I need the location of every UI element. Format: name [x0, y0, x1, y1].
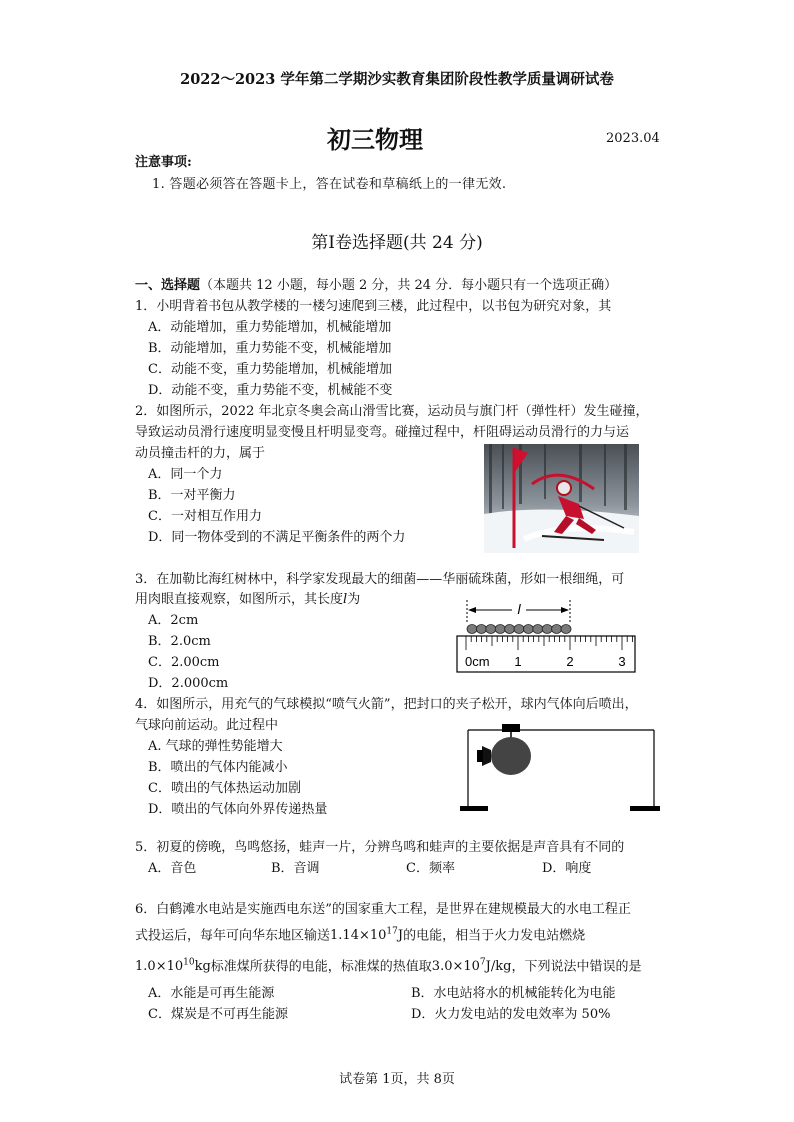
times-ten: ×10 — [452, 959, 480, 975]
bacterium-segment — [552, 625, 562, 634]
arrowhead-right — [561, 607, 569, 613]
right-base — [630, 806, 660, 811]
q6-stem-line1: 6．白鹤滩水电站是实施西电东送”的国家重大工程，是世界在建规模最大的水电工程正 — [135, 902, 631, 917]
q3-length-variable: l — [343, 592, 348, 607]
exam-title: 2022～2023 学年第二学期沙实教育集团阶段性教学质量调研试卷 — [180, 71, 614, 88]
length-label: l — [517, 601, 521, 617]
bacterium-segment — [476, 625, 486, 634]
q5-option-c: C．频率 — [406, 861, 455, 876]
straw-clip — [502, 724, 520, 732]
left-base — [460, 806, 488, 811]
ruler-ticks — [466, 636, 632, 650]
exam-date: 2023.04 — [606, 131, 660, 146]
q3-option-d: D．2.000cm — [148, 676, 229, 691]
arrowhead-left — [468, 607, 476, 613]
q6-stem-line2 — [135, 922, 585, 946]
energy-exponent: 17 — [386, 927, 398, 937]
q2-option-b: B．一对平衡力 — [148, 488, 236, 503]
bacterium-segment — [486, 625, 496, 634]
bacterium-segment — [495, 625, 505, 634]
part-label: 一、选择题 — [135, 278, 201, 293]
bacterium-segment — [523, 625, 533, 634]
q2-stem-line3: 动员撞击杆的力，属于 — [135, 446, 266, 461]
heat-unit: J/kg — [485, 959, 512, 975]
coal-exponent: 10 — [183, 958, 195, 968]
q6-option-a: A．水能是可再生能源 — [148, 986, 275, 1001]
balloon-rocket-figure — [458, 720, 668, 814]
energy-value — [330, 928, 403, 943]
q4-option-a: A. 气球的弹性势能增大 — [148, 739, 283, 754]
q2-option-c: C．一对相互作用力 — [148, 509, 262, 524]
q4-stem-line2: 气球向前运动。此过程中 — [135, 718, 279, 733]
subject-title: 初三物理 — [327, 125, 423, 154]
tick-label-3: 3 — [618, 654, 626, 669]
skier-photo — [484, 444, 639, 553]
bacterium-segment — [533, 625, 543, 634]
q3-option-c: C．2.00cm — [148, 655, 220, 670]
q4-option-c: C．喷出的气体热运动加剧 — [148, 781, 301, 796]
q1-stem: 1．小明背着书包从教学楼的一楼匀速爬到三楼，此过程中，以书包为研究对象，其 — [135, 299, 612, 314]
tick-label-1: 1 — [514, 654, 522, 669]
q4-stem-line1: 4．如图所示，用充气的气球模拟“喷气火箭”，把封口的夹子松开，球内气体向后喷出， — [135, 697, 638, 712]
times-ten: ×10 — [155, 959, 184, 975]
q3-stem-line2 — [135, 590, 360, 610]
coal-mantissa: 1.0 — [135, 959, 156, 975]
energy-mantissa: 1.14 — [330, 928, 359, 944]
q6-line2-text: 式投运后，每年可向华东地区输送 — [135, 928, 331, 944]
q5-option-a: A．音色 — [148, 861, 197, 876]
q1-option-c: C．动能不变，重力势能增加，机械能增加 — [148, 362, 392, 377]
q3-stem-text: 用肉眼直接观察，如图所示，其长度 — [135, 592, 344, 607]
energy-unit: J — [397, 928, 404, 944]
bacterium-segment — [514, 625, 524, 634]
q6-option-d: D．火力发电站的发电效率为 50% — [411, 1007, 611, 1022]
bacterium-segment — [467, 625, 477, 634]
q3-option-a: A．2cm — [148, 613, 199, 628]
q3-option-b: B．2.0cm — [148, 634, 211, 649]
q2-stem-line2: 导致运动员滑行速度明显变慢且杆明显变弯。碰撞过程中，杆阻碍运动员滑行的力与运 — [135, 425, 630, 440]
page-footer: 试卷第 1页，共 8页 — [339, 1072, 455, 1087]
q2-stem-line1: 2．如图所示，2022 年北京冬奥会高山滑雪比赛，运动员与旗门杆（弹性杆）发生碰撞， — [135, 404, 649, 419]
balloon — [491, 737, 531, 775]
q5-stem: 5．初夏的傍晚，鸟鸣悠扬，蛙声一片，分辨鸟鸣和蛙声的主要依据是声音具有不同的 — [135, 840, 625, 855]
part-description: （本题共 12 小题，每小题 2 分，共 24 分．每小题只有一个选项正确） — [200, 278, 618, 293]
part-heading — [135, 276, 617, 296]
q1-option-d: D．动能不变，重力势能不变，机械能不变 — [148, 383, 393, 398]
bacterium — [467, 625, 571, 634]
q3-stem-end: 为 — [347, 592, 361, 607]
times-ten: ×10 — [358, 928, 387, 944]
coal-mass-value — [135, 959, 211, 974]
q6-option-c: C．煤炭是不可再生能源 — [148, 1007, 288, 1022]
bacterium-segment — [542, 625, 552, 634]
coal-unit: kg — [194, 959, 211, 975]
nozzle-end — [477, 750, 483, 762]
q1-option-b: B．动能增加，重力势能不变，机械能增加 — [148, 341, 392, 356]
q6-line3-text: 标准煤所获得的电能，标准煤的热值取 — [210, 959, 432, 975]
q6-stem-line3 — [135, 953, 641, 977]
q3-stem-line1: 3．在加勒比海红树林中，科学家发现最大的细菌——华丽硫珠菌，形如一根细绳，可 — [135, 572, 625, 587]
section-title: 第Ⅰ卷选择题(共 24 分) — [311, 233, 483, 253]
heat-exponent: 7 — [479, 958, 486, 968]
bacterium-segment — [561, 625, 571, 634]
balloon-nozzle-clip — [482, 746, 491, 766]
q2-option-d: D．同一物体受到的不满足平衡条件的两个力 — [148, 530, 406, 545]
q5-option-b: B．音调 — [271, 861, 320, 876]
notice-item: 1. 答题必须答在答题卡上，答在试卷和草稿纸上的一律无效. — [152, 177, 507, 192]
bacterium-segment — [505, 625, 515, 634]
notice-heading: 注意事项: — [135, 155, 192, 170]
tick-label-0: 0cm — [465, 654, 490, 669]
q4-option-b: B．喷出的气体内能减小 — [148, 760, 288, 775]
tick-label-2: 2 — [566, 654, 574, 669]
q4-option-d: D．喷出的气体向外界传递热量 — [148, 802, 328, 817]
q6-line2-end: 的电能，相当于火力发电站燃烧 — [403, 928, 586, 944]
ruler-figure — [452, 598, 642, 674]
q2-option-a: A．同一个力 — [148, 467, 223, 482]
q5-option-d: D．响度 — [542, 861, 592, 876]
q1-option-a: A．动能增加，重力势能增加，机械能增加 — [148, 320, 392, 335]
heat-value — [432, 959, 512, 974]
heat-mantissa: 3.0 — [431, 959, 453, 975]
q6-line3-end: ，下列说法中错误的是 — [511, 959, 642, 975]
q6-option-b: B．水电站将水的机械能转化为电能 — [411, 986, 616, 1001]
